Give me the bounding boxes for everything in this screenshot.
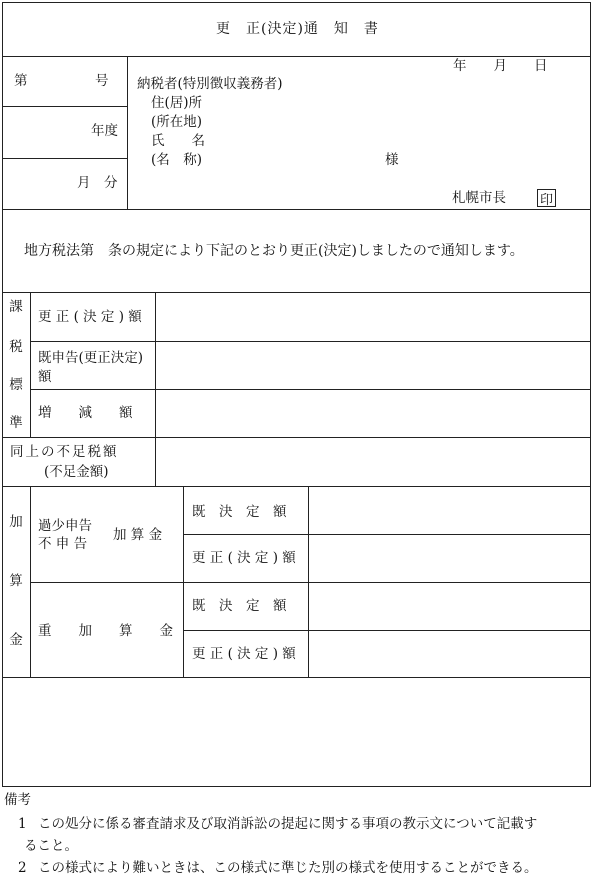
month-label: 月 分 — [77, 175, 118, 191]
shortfall-label: 同上の不足税額 — [10, 444, 119, 460]
remark-text: この様式により難いときは、この様式に準じた別の様式を使用することができる。 — [38, 860, 538, 876]
notice-text: 地方税法第 条の規定により下記のとおり更正(決定)しましたので通知します。 — [24, 243, 524, 259]
divider — [155, 292, 156, 486]
corrected-amount-label: 更 正 ( 決 定 ) 額 — [38, 309, 142, 325]
divider — [2, 209, 591, 210]
divider — [127, 56, 128, 209]
heavy-surcharge-label: 重 加 算 金 — [38, 623, 173, 639]
divider — [183, 630, 591, 631]
form-title: 更 正(決定)通 知 書 — [216, 21, 379, 37]
divider — [30, 292, 31, 437]
remarks-heading: 備考 — [4, 792, 31, 808]
tax-base-char: 標 — [9, 377, 23, 393]
divider — [183, 534, 591, 535]
surcharge-char: 算 — [9, 573, 23, 589]
form-frame — [2, 2, 591, 787]
divider — [2, 677, 591, 678]
remark-text: この処分に係る審査請求及び取消訴訟の提起に関する事項の教示文について記載す — [38, 816, 538, 832]
divider — [2, 437, 591, 438]
address-label: 住(居)所 — [151, 95, 203, 111]
shortfall-sub: (不足金額) — [44, 464, 109, 480]
date-field: 年 月 日 — [453, 58, 548, 74]
appellation-label: (名 称) — [151, 152, 203, 168]
divider — [2, 106, 128, 107]
tax-base-char: 税 — [9, 339, 23, 355]
increase-decrease-label: 増 減 額 — [38, 405, 133, 421]
divider — [2, 158, 128, 159]
surcharge-char: 加 — [9, 514, 23, 530]
divider — [30, 486, 31, 677]
year-label: 年度 — [91, 123, 118, 139]
tax-base-char: 課 — [9, 299, 23, 315]
sub-label-determined: 既 決 定 額 — [192, 598, 287, 614]
divider — [31, 341, 591, 342]
divider — [31, 582, 591, 583]
prior-assessment-label: 既申告(更正決定)額 — [38, 350, 144, 385]
surcharge-char: 金 — [9, 632, 23, 648]
surcharge-label: 加 算 金 — [113, 527, 163, 543]
number-label: 第 号 — [14, 73, 109, 89]
issuer-label: 札幌市長 — [452, 190, 506, 206]
seal-stamp: 印 — [537, 189, 556, 207]
sub-label-determined: 既 決 定 額 — [192, 504, 287, 520]
divider — [2, 292, 591, 293]
location-label: (所在地) — [151, 114, 203, 130]
divider — [31, 389, 591, 390]
remark-number: 2 — [18, 860, 27, 876]
sama-label: 様 — [385, 152, 399, 168]
underreport-label: 過少申告 — [38, 518, 92, 534]
divider — [183, 486, 184, 677]
sub-label-corrected: 更 正 ( 決 定 ) 額 — [192, 646, 296, 662]
remark-number: 1 — [18, 816, 27, 832]
taxpayer-label: 納税者(特別徴収義務者) — [137, 76, 283, 92]
divider — [2, 486, 591, 487]
tax-base-char: 準 — [9, 415, 23, 431]
nonfiling-label: 不 申 告 — [38, 536, 88, 552]
remark-text-cont: ること。 — [24, 838, 78, 854]
divider — [308, 486, 309, 677]
sub-label-corrected: 更 正 ( 決 定 ) 額 — [192, 550, 296, 566]
name-label: 氏 名 — [151, 133, 205, 149]
